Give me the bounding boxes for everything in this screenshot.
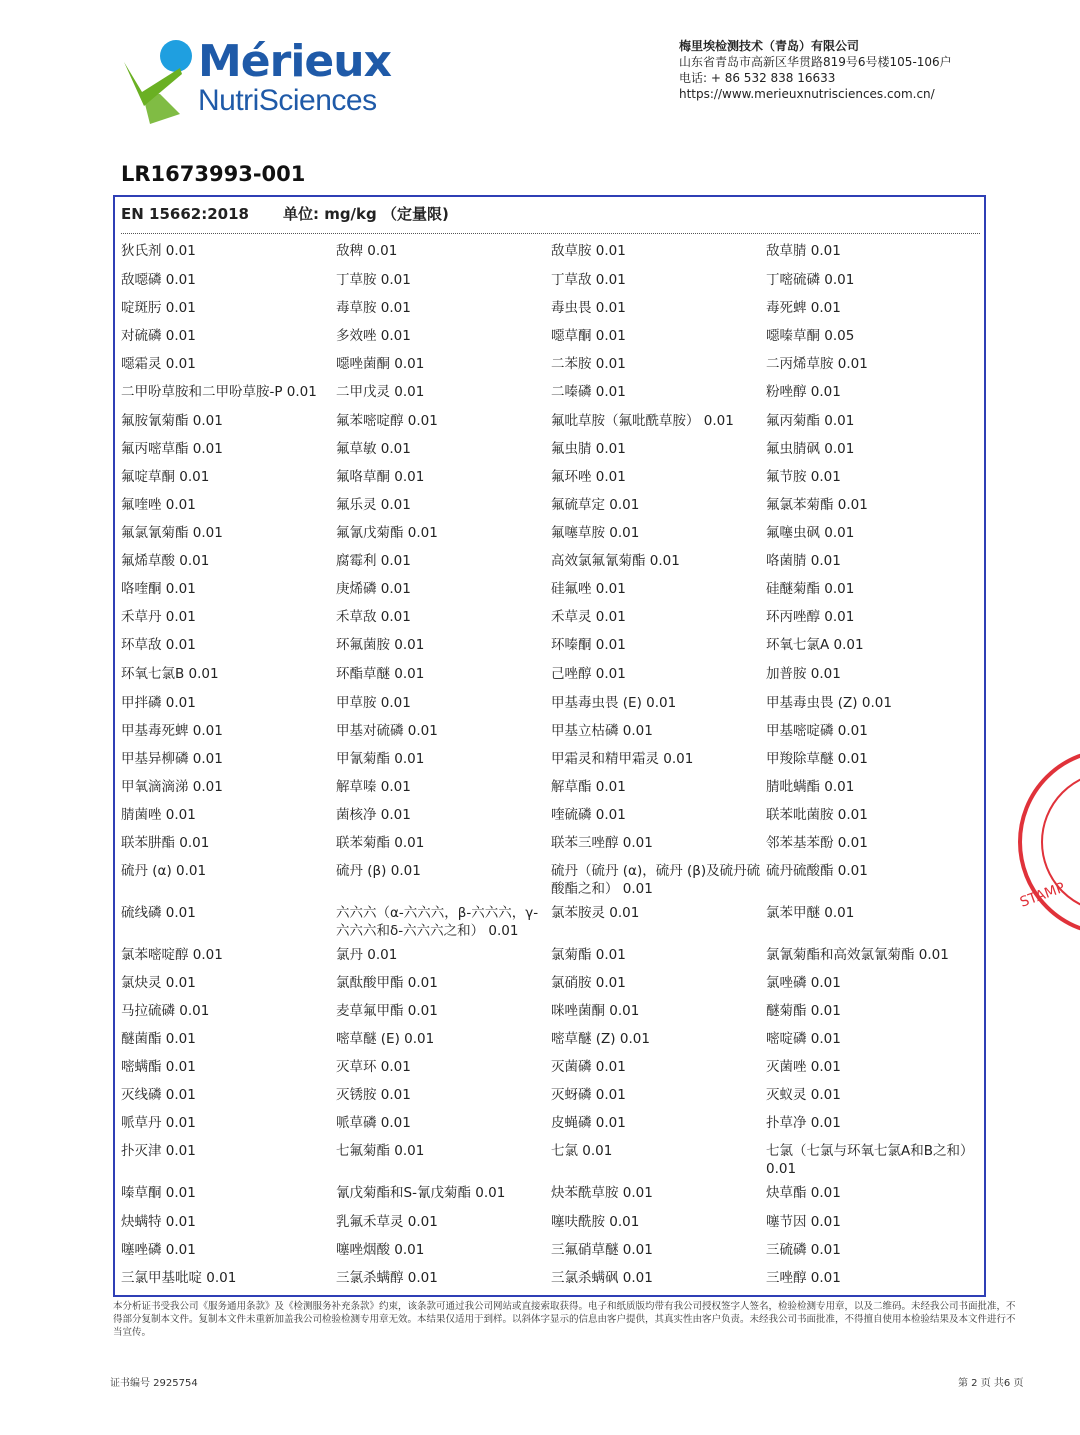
analyte-cell: 氟氰戊菊酯 0.01 <box>336 525 438 541</box>
table-row <box>121 549 981 577</box>
analyte-cell: 敌稗 0.01 <box>336 243 398 259</box>
analyte-cell: 氟虫腈 0.01 <box>551 441 626 457</box>
table-row <box>121 719 981 747</box>
analyte-cell: 硫丹 (β) 0.01 <box>336 863 421 879</box>
analyte-cell: 硫丹（硫丹 (α)，硫丹 (β)及硫丹硫酸酯之和） 0.01 <box>551 863 761 897</box>
table-header <box>121 203 449 224</box>
analyte-cell: 炔螨特 0.01 <box>121 1214 196 1230</box>
analyte-cell: 氯苯甲醚 0.01 <box>766 905 855 921</box>
analyte-cell: 硅醚菊酯 0.01 <box>766 581 855 597</box>
analyte-cell: 七氯（七氯与环氧七氯A和B之和） 0.01 <box>766 1143 974 1177</box>
seal-stamp-icon <box>1012 742 1080 942</box>
analyte-cell: 噁草酮 0.01 <box>551 328 626 344</box>
analyte-cell: 扑灭津 0.01 <box>121 1143 196 1159</box>
analyte-cell: 加普胺 0.01 <box>766 666 841 682</box>
table-row <box>121 268 981 296</box>
analyte-cell: 咪唑菌酮 0.01 <box>551 1003 640 1019</box>
analyte-cell: 氯氰菊酯和高效氯氰菊酯 0.01 <box>766 947 949 963</box>
analyte-cell: 灭蚜磷 0.01 <box>551 1087 626 1103</box>
analyte-cell: 氰戊菊酯和S-氰戊菊酯 0.01 <box>336 1185 506 1201</box>
analyte-cell: 嗪草酮 0.01 <box>121 1185 196 1201</box>
analyte-cell: 氟丙菊酯 0.01 <box>766 413 855 429</box>
analyte-cell: 哌草丹 0.01 <box>121 1115 196 1131</box>
analyte-cell: 氟苯嘧啶醇 0.01 <box>336 413 438 429</box>
analyte-cell: 炔草酯 0.01 <box>766 1185 841 1201</box>
analyte-cell: 醚菌酯 0.01 <box>121 1031 196 1047</box>
table-row <box>121 239 981 268</box>
analyte-cell: 马拉硫磷 0.01 <box>121 1003 210 1019</box>
analyte-cell: 邻苯基苯酚 0.01 <box>766 835 868 851</box>
analyte-cell: 粉唑醇 0.01 <box>766 384 841 400</box>
analyte-cell: 灭菌唑 0.01 <box>766 1059 841 1075</box>
analyte-cell: 敌草腈 0.01 <box>766 243 841 259</box>
analyte-cell: 七氯 0.01 <box>551 1143 613 1159</box>
analyte-cell: 灭蚁灵 0.01 <box>766 1087 841 1103</box>
analyte-cell: 联苯三唑醇 0.01 <box>551 835 653 851</box>
analyte-cell: 氯丹 0.01 <box>336 947 398 963</box>
analyte-cell: 嘧草醚 (Z) 0.01 <box>551 1031 650 1047</box>
analyte-cell: 嘧草醚 (E) 0.01 <box>336 1031 435 1047</box>
analyte-cell: 氟吡草胺（氟吡酰草胺） 0.01 <box>551 413 734 429</box>
analyte-cell: 七氟菊酯 0.01 <box>336 1143 425 1159</box>
analyte-cell: 氯菊酯 0.01 <box>551 947 626 963</box>
table-row <box>121 1083 981 1111</box>
table-row <box>121 803 981 831</box>
analyte-cell: 解草酯 0.01 <box>551 779 626 795</box>
company-address: 山东省青岛市高新区华贯路819号6号楼105-106户 <box>679 55 952 69</box>
analyte-cell: 氟氯苯菊酯 0.01 <box>766 497 868 513</box>
analyte-cell: 环嗪酮 0.01 <box>551 637 626 653</box>
analyte-cell: 硫丹 (α) 0.01 <box>121 863 207 879</box>
unit-label: 单位: mg/kg （定量限) <box>282 205 449 223</box>
analyte-cell: 氯苯胺灵 0.01 <box>551 905 640 921</box>
analyte-cell: 三唑醇 0.01 <box>766 1270 841 1286</box>
analyte-cell: 六六六（α-六六六，β-六六六，γ-六六六和δ-六六六之和） 0.01 <box>336 905 539 939</box>
analyte-cell: 氟草敏 0.01 <box>336 441 411 457</box>
analyte-cell: 氟环唑 0.01 <box>551 469 626 485</box>
table-row <box>121 437 981 465</box>
analyte-cell: 禾草灵 0.01 <box>551 609 626 625</box>
analyte-cell: 炔苯酰草胺 0.01 <box>551 1185 653 1201</box>
analyte-cell: 腐霉利 0.01 <box>336 553 411 569</box>
analyte-cell: 灭草环 0.01 <box>336 1059 411 1075</box>
analyte-cell: 甲基嘧啶磷 0.01 <box>766 723 868 739</box>
analyte-cell: 丁嘧硫磷 0.01 <box>766 272 855 288</box>
analyte-cell: 麦草氟甲酯 0.01 <box>336 1003 438 1019</box>
table-row <box>121 1210 981 1238</box>
results-table <box>113 195 986 1297</box>
analyte-cell: 噁霜灵 0.01 <box>121 356 196 372</box>
analyte-cell: 氟乐灵 0.01 <box>336 497 411 513</box>
svg-text:STAMP: STAMP <box>1017 879 1068 911</box>
logo-mark-icon <box>120 34 200 126</box>
analyte-cell: 硫丹硫酸酯 0.01 <box>766 863 868 879</box>
company-phone: 电话: + 86 532 838 16633 <box>679 71 836 85</box>
analyte-cell: 禾草丹 0.01 <box>121 609 196 625</box>
table-row <box>121 831 981 859</box>
analyte-cell: 毒死蜱 0.01 <box>766 300 841 316</box>
table-row <box>121 901 981 943</box>
analyte-cell: 氯苯嘧啶醇 0.01 <box>121 947 223 963</box>
analyte-cell: 氟喹唑 0.01 <box>121 497 196 513</box>
analyte-cell: 环丙唑醇 0.01 <box>766 609 855 625</box>
table-row <box>121 1139 981 1181</box>
analyte-cell: 环氟菌胺 0.01 <box>336 637 425 653</box>
analyte-cell: 氟丙嘧草酯 0.01 <box>121 441 223 457</box>
divider <box>121 233 980 234</box>
analyte-cell: 二苯胺 0.01 <box>551 356 626 372</box>
legal-footnote: 本分析证书受我公司《服务通用条款》及《检测服务补充条款》约束，该条款可通过我公司网站或直接索取获得。电子和纸质版均带有我公司授权签字人签名，检验检测专用章，以及二维码。未经我公司书面批准，不得部分复制本文件。复制本文件未重新加盖我公司检验检测专用章无效。本结果仅适用于到样。以斜体字显示的信息由客户提供，其真实性由客户负责。未经我公司书面批准，不得擅自使用本检验结果及本文件进行不当宣传。 <box>113 1301 1016 1338</box>
table-row <box>121 605 981 633</box>
analyte-cell: 醚菊酯 0.01 <box>766 1003 841 1019</box>
analyte-cell: 二丙烯草胺 0.01 <box>766 356 868 372</box>
table-row <box>121 493 981 521</box>
analyte-cell: 二甲吩草胺和二甲吩草胺-P 0.01 <box>121 384 317 400</box>
table-row <box>121 747 981 775</box>
analyte-cell: 氟氯氰菊酯 0.01 <box>121 525 223 541</box>
analyte-cell: 甲草胺 0.01 <box>336 695 411 711</box>
company-info <box>679 38 952 102</box>
table-row <box>121 1111 981 1139</box>
analyte-cell: 菌核净 0.01 <box>336 807 411 823</box>
analyte-cell: 灭锈胺 0.01 <box>336 1087 411 1103</box>
analyte-cell: 联苯肼酯 0.01 <box>121 835 210 851</box>
analyte-cell: 灭菌磷 0.01 <box>551 1059 626 1075</box>
analyte-cell: 氟咯草酮 0.01 <box>336 469 425 485</box>
analyte-cell: 皮蝇磷 0.01 <box>551 1115 626 1131</box>
analyte-cell: 甲基立枯磷 0.01 <box>551 723 653 739</box>
analyte-cell: 二嗪磷 0.01 <box>551 384 626 400</box>
table-row <box>121 943 981 971</box>
company-name: 梅里埃检测技术（青岛）有限公司 <box>679 39 860 53</box>
table-row <box>121 577 981 605</box>
analyte-cell: 灭线磷 0.01 <box>121 1087 196 1103</box>
table-row <box>121 691 981 719</box>
analyte-cell: 喹硫磷 0.01 <box>551 807 626 823</box>
analyte-cell: 氟烯草酸 0.01 <box>121 553 210 569</box>
analyte-cell: 氟啶草酮 0.01 <box>121 469 210 485</box>
company-logo <box>120 34 390 126</box>
analyte-cell: 咯菌腈 0.01 <box>766 553 841 569</box>
table-row <box>121 1027 981 1055</box>
table-row <box>121 999 981 1027</box>
analyte-cell: 禾草敌 0.01 <box>336 609 411 625</box>
analyte-cell: 对硫磷 0.01 <box>121 328 196 344</box>
analyte-cell: 嘧啶磷 0.01 <box>766 1031 841 1047</box>
analyte-cell: 甲基毒虫畏 (E) 0.01 <box>551 695 677 711</box>
analyte-cell: 己唑醇 0.01 <box>551 666 626 682</box>
analyte-cell: 高效氯氟氰菊酯 0.01 <box>551 553 680 569</box>
analyte-cell: 环酯草醚 0.01 <box>336 666 425 682</box>
analyte-cell: 甲拌磷 0.01 <box>121 695 196 711</box>
analyte-cell: 哌草磷 0.01 <box>336 1115 411 1131</box>
table-row <box>121 465 981 493</box>
analyte-cell: 环氧七氯A 0.01 <box>766 637 864 653</box>
analyte-grid <box>121 239 981 1294</box>
analyte-cell: 嘧螨酯 0.01 <box>121 1059 196 1075</box>
analyte-cell: 扑草净 0.01 <box>766 1115 841 1131</box>
analyte-cell: 敌草胺 0.01 <box>551 243 626 259</box>
analyte-cell: 氯唑磷 0.01 <box>766 975 841 991</box>
analyte-cell: 二甲戊灵 0.01 <box>336 384 425 400</box>
analyte-cell: 联苯吡菌胺 0.01 <box>766 807 868 823</box>
table-row <box>121 380 981 409</box>
analyte-cell: 狄氏剂 0.01 <box>121 243 196 259</box>
brand-subname: NutriSciences <box>198 84 377 117</box>
table-row <box>121 352 981 380</box>
company-website[interactable]: https://www.merieuxnutrisciences.com.cn/ <box>679 87 935 101</box>
analyte-cell: 联苯菊酯 0.01 <box>336 835 425 851</box>
analyte-cell: 三氯甲基吡啶 0.01 <box>121 1270 237 1286</box>
analyte-cell: 噻唑烟酸 0.01 <box>336 1242 425 1258</box>
analyte-cell: 甲羧除草醚 0.01 <box>766 751 868 767</box>
analyte-cell: 噻呋酰胺 0.01 <box>551 1214 640 1230</box>
analyte-cell: 硫线磷 0.01 <box>121 905 196 921</box>
table-row <box>121 971 981 999</box>
analyte-cell: 丁草胺 0.01 <box>336 272 411 288</box>
table-row <box>121 1181 981 1210</box>
analyte-cell: 氟节胺 0.01 <box>766 469 841 485</box>
table-row <box>121 775 981 803</box>
table-row <box>121 1055 981 1083</box>
analyte-cell: 氯炔灵 0.01 <box>121 975 196 991</box>
analyte-cell: 甲基异柳磷 0.01 <box>121 751 223 767</box>
table-row <box>121 1238 981 1266</box>
analyte-cell: 啶斑肟 0.01 <box>121 300 196 316</box>
analyte-cell: 解草嗪 0.01 <box>336 779 411 795</box>
analyte-cell: 毒虫畏 0.01 <box>551 300 626 316</box>
analyte-cell: 甲氰菊酯 0.01 <box>336 751 425 767</box>
analyte-cell: 三氟硝草醚 0.01 <box>551 1242 653 1258</box>
method-standard: EN 15662:2018 <box>121 205 249 223</box>
analyte-cell: 氯硝胺 0.01 <box>551 975 626 991</box>
analyte-cell: 丁草敌 0.01 <box>551 272 626 288</box>
analyte-cell: 氟硫草定 0.01 <box>551 497 640 513</box>
analyte-cell: 三氯杀螨醇 0.01 <box>336 1270 438 1286</box>
analyte-cell: 噻节因 0.01 <box>766 1214 841 1230</box>
analyte-cell: 三氯杀螨砜 0.01 <box>551 1270 653 1286</box>
analyte-cell: 氟胺氰菊酯 0.01 <box>121 413 223 429</box>
analyte-cell: 乳氟禾草灵 0.01 <box>336 1214 438 1230</box>
table-row <box>121 409 981 437</box>
analyte-cell: 甲基毒死蜱 0.01 <box>121 723 223 739</box>
analyte-cell: 环草敌 0.01 <box>121 637 196 653</box>
analyte-cell: 氟噻草胺 0.01 <box>551 525 640 541</box>
analyte-cell: 敌噁磷 0.01 <box>121 272 196 288</box>
brand-name: Mérieux <box>198 36 391 87</box>
page-number: 第 2 页 共6 页 <box>958 1378 1024 1389</box>
analyte-cell: 三硫磷 0.01 <box>766 1242 841 1258</box>
analyte-cell: 噻唑磷 0.01 <box>121 1242 196 1258</box>
report-number: LR1673993-001 <box>121 162 306 186</box>
analyte-cell: 氟噻虫砜 0.01 <box>766 525 855 541</box>
table-row <box>121 521 981 549</box>
analyte-cell: 咯喹酮 0.01 <box>121 581 196 597</box>
analyte-cell: 环氧七氯B 0.01 <box>121 666 219 682</box>
analyte-cell: 甲氧滴滴涕 0.01 <box>121 779 223 795</box>
analyte-cell: 硅氟唑 0.01 <box>551 581 626 597</box>
table-row <box>121 633 981 662</box>
table-row <box>121 324 981 352</box>
table-row <box>121 296 981 324</box>
analyte-cell: 噁嗪草酮 0.05 <box>766 328 855 344</box>
analyte-cell: 噁唑菌酮 0.01 <box>336 356 425 372</box>
analyte-cell: 庚烯磷 0.01 <box>336 581 411 597</box>
analyte-cell: 腈吡螨酯 0.01 <box>766 779 855 795</box>
table-row <box>121 859 981 901</box>
analyte-cell: 氯酞酸甲酯 0.01 <box>336 975 438 991</box>
analyte-cell: 毒草胺 0.01 <box>336 300 411 316</box>
analyte-cell: 甲基对硫磷 0.01 <box>336 723 438 739</box>
analyte-cell: 甲基毒虫畏 (Z) 0.01 <box>766 695 892 711</box>
certificate-number: 证书编号 2925754 <box>110 1378 198 1389</box>
table-row <box>121 662 981 691</box>
analyte-cell: 腈菌唑 0.01 <box>121 807 196 823</box>
analyte-cell: 氟虫腈砜 0.01 <box>766 441 855 457</box>
table-row <box>121 1266 981 1294</box>
analyte-cell: 甲霜灵和精甲霜灵 0.01 <box>551 751 694 767</box>
analyte-cell: 多效唑 0.01 <box>336 328 411 344</box>
